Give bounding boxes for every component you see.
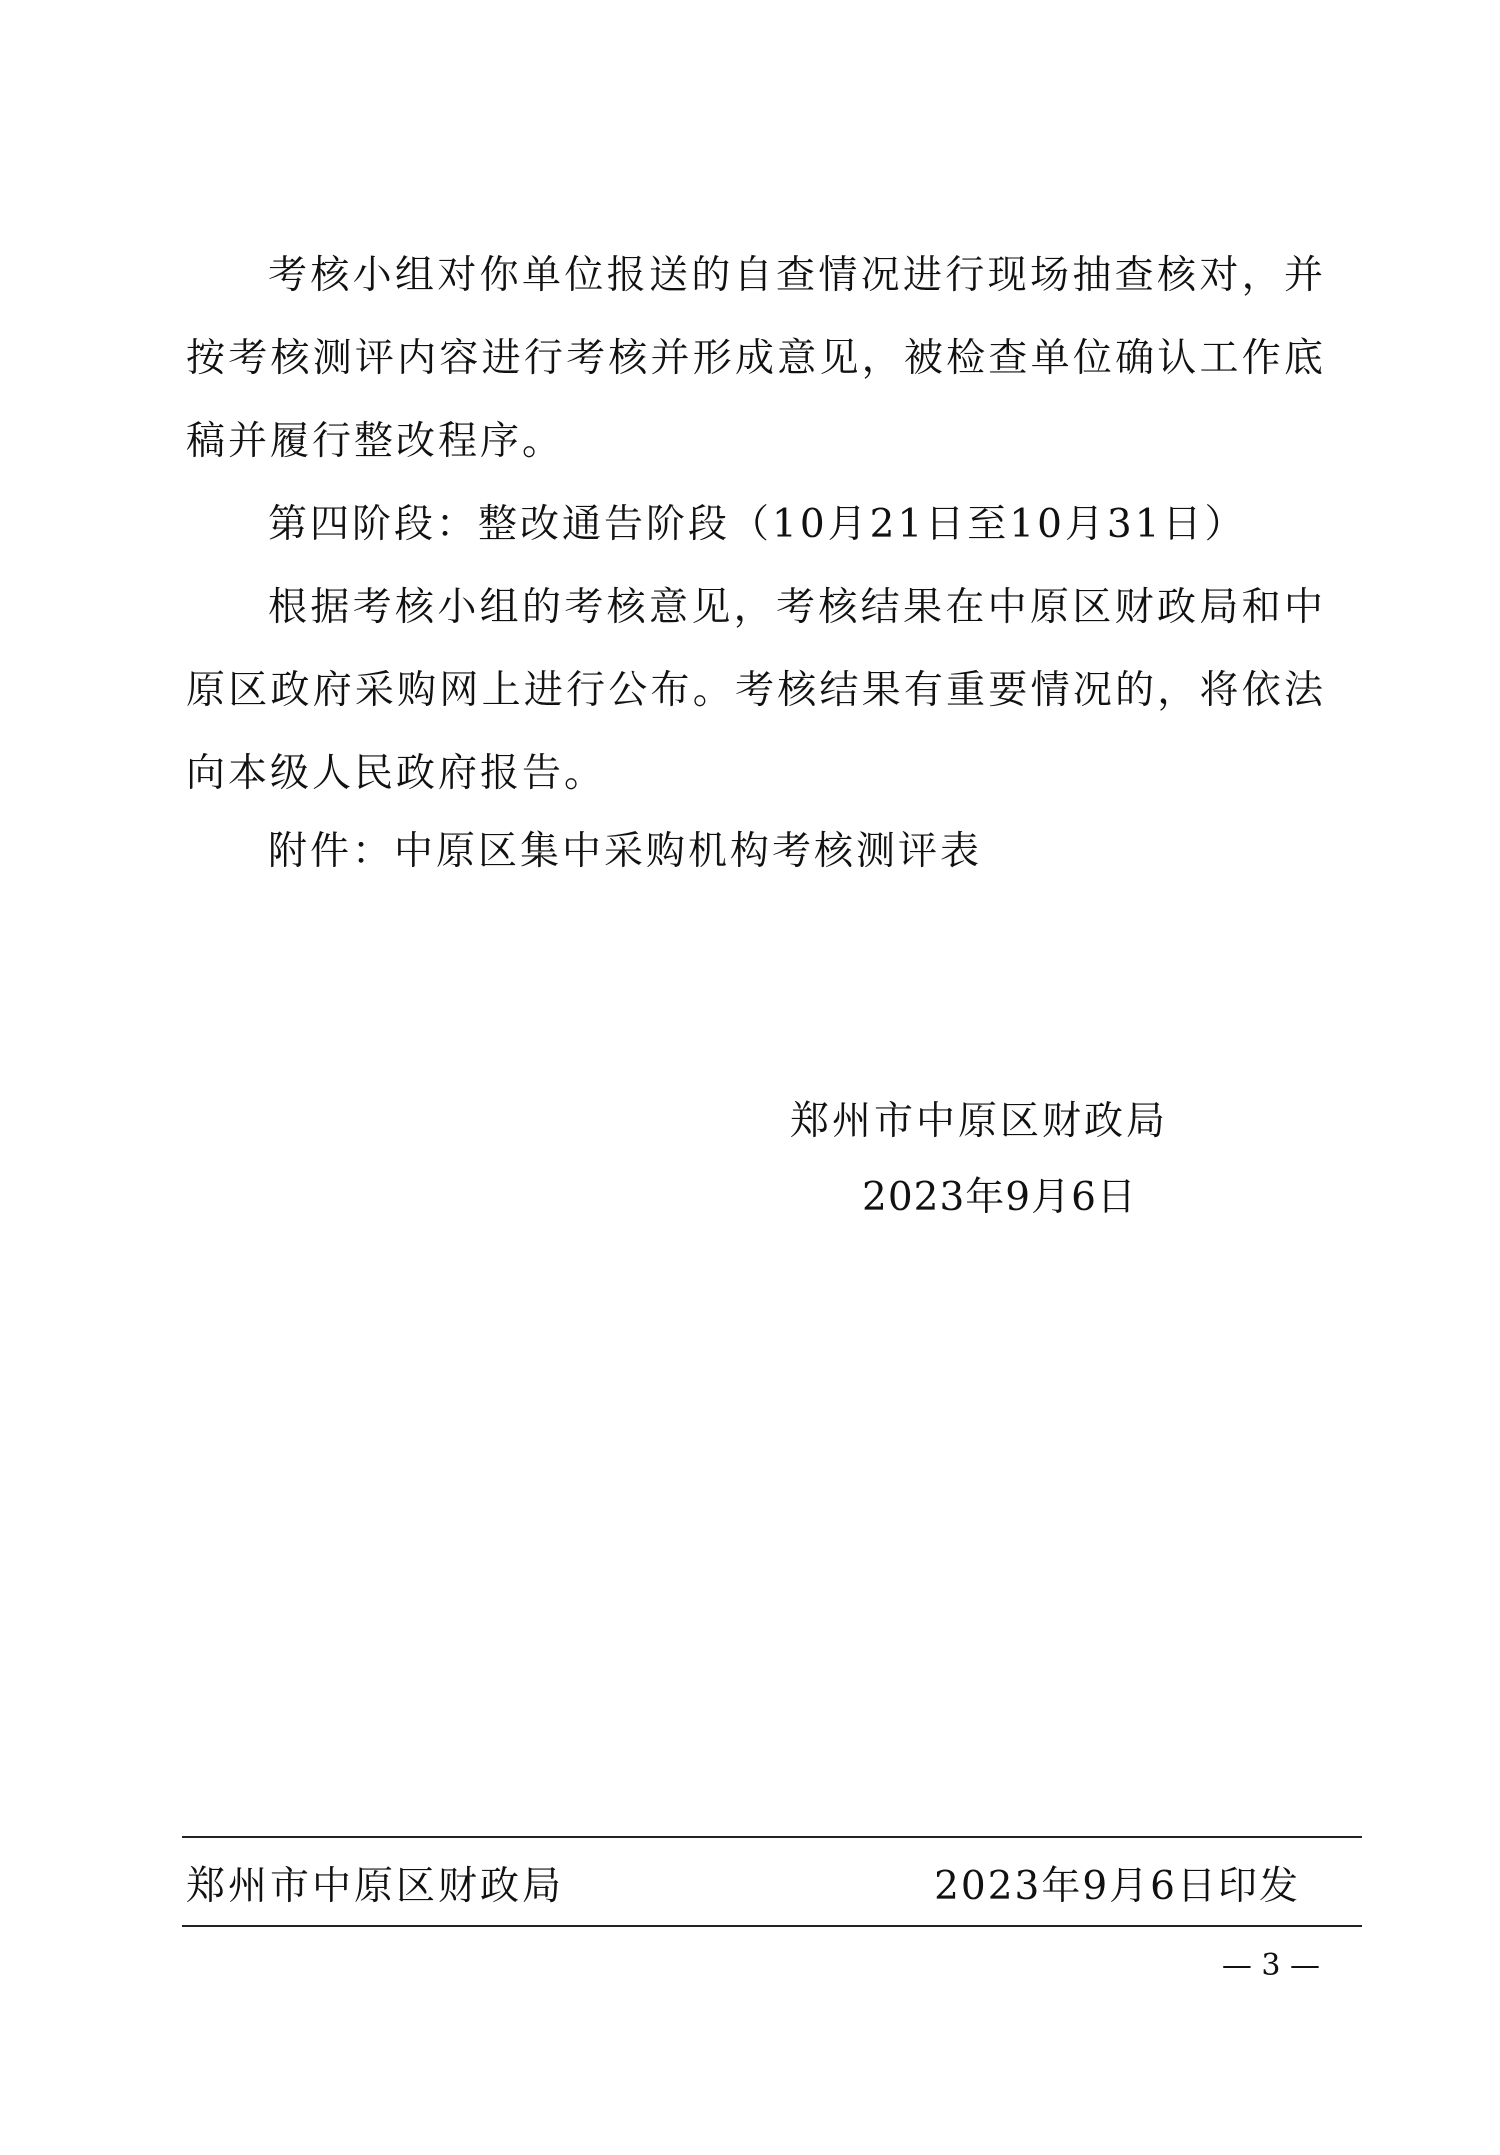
paragraph-stage-four-heading: 第四阶段：整改通告阶段（10月21日至10月31日） bbox=[268, 502, 1247, 547]
signature-issuer: 郑州市中原区财政局 bbox=[790, 1099, 1169, 1144]
footer-bottom-rule bbox=[182, 1925, 1362, 1927]
footer-print-date: 2023年9月6日印发 bbox=[934, 1864, 1300, 1909]
body-text bbox=[186, 234, 1326, 815]
footer-top-rule bbox=[182, 1836, 1362, 1838]
page-number: — 3 — bbox=[1221, 1948, 1320, 1983]
attachment-line: 附件：中原区集中采购机构考核测评表 bbox=[268, 829, 983, 874]
signature-date: 2023年9月6日 bbox=[862, 1175, 1137, 1220]
paragraph-on-site-check: 考核小组对你单位报送的自查情况进行现场抽查核对，并按考核测评内容进行考核并形成意见，被检查单位确认工作底稿并履行整改程序。 bbox=[186, 253, 1326, 464]
footer-issuer: 郑州市中原区财政局 bbox=[186, 1864, 565, 1909]
paragraph-results-publication: 根据考核小组的考核意见，考核结果在中原区财政局和中原区政府采购网上进行公布。考核结果有重要情况的，将依法向本级人民政府报告。 bbox=[186, 585, 1326, 796]
